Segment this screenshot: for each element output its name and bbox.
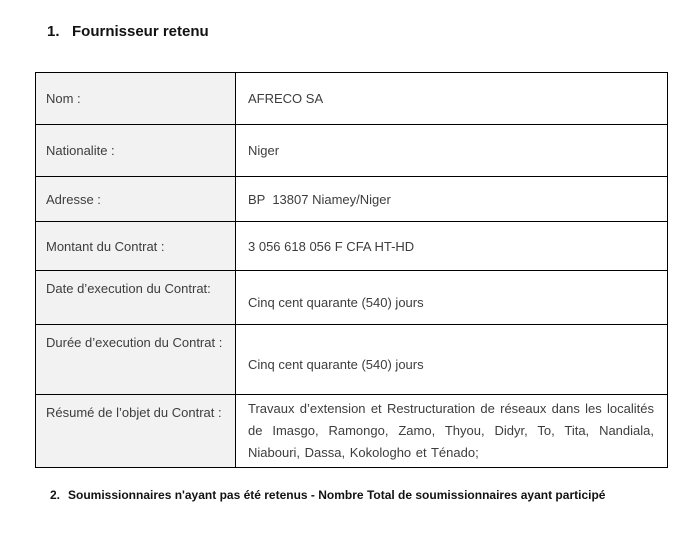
row-value: Cinq cent quarante (540) jours (236, 325, 668, 395)
row-label: Montant du Contrat : (36, 222, 236, 271)
section-2-title: Soumissionnaires n'ayant pas été retenus - Nombre Total de soumissionnaires ayant participé (68, 488, 606, 502)
row-label: Adresse : (36, 177, 236, 222)
row-label: Date d’execution du Contrat: (36, 271, 236, 325)
fournisseur-table (35, 72, 668, 468)
table-row (36, 125, 668, 177)
table-row (36, 395, 668, 468)
table-row (36, 325, 668, 395)
row-label: Nationalite : (36, 125, 236, 177)
row-value: AFRECO SA (236, 73, 668, 125)
fournisseur-table-body (36, 73, 668, 468)
row-label: Durée d’execution du Contrat : (36, 325, 236, 395)
table-row (36, 73, 668, 125)
row-label: Résumé de l’objet du Contrat : (36, 395, 236, 468)
table-row (36, 177, 668, 222)
row-value: BP 13807 Niamey/Niger (236, 177, 668, 222)
section-2-heading (50, 488, 605, 502)
row-value: Travaux d’extension et Restructuration de réseaux dans les localités de Imasgo, Ramongo, Zamo, Thyou, Didyr, To, Tita, Nandiala, Niabouri, Dassa, Kokologho et Ténado; (236, 395, 668, 468)
row-value: Niger (236, 125, 668, 177)
section-2-number: 2. (50, 488, 61, 502)
row-value: 3 056 618 056 F CFA HT-HD (236, 222, 668, 271)
row-value: Cinq cent quarante (540) jours (236, 271, 668, 325)
section-1-heading (47, 23, 209, 40)
row-label: Nom : (36, 73, 236, 125)
table-row (36, 271, 668, 325)
table-row (36, 222, 668, 271)
section-1-title: Fournisseur retenu (72, 23, 209, 40)
section-1-number: 1. (47, 23, 60, 40)
